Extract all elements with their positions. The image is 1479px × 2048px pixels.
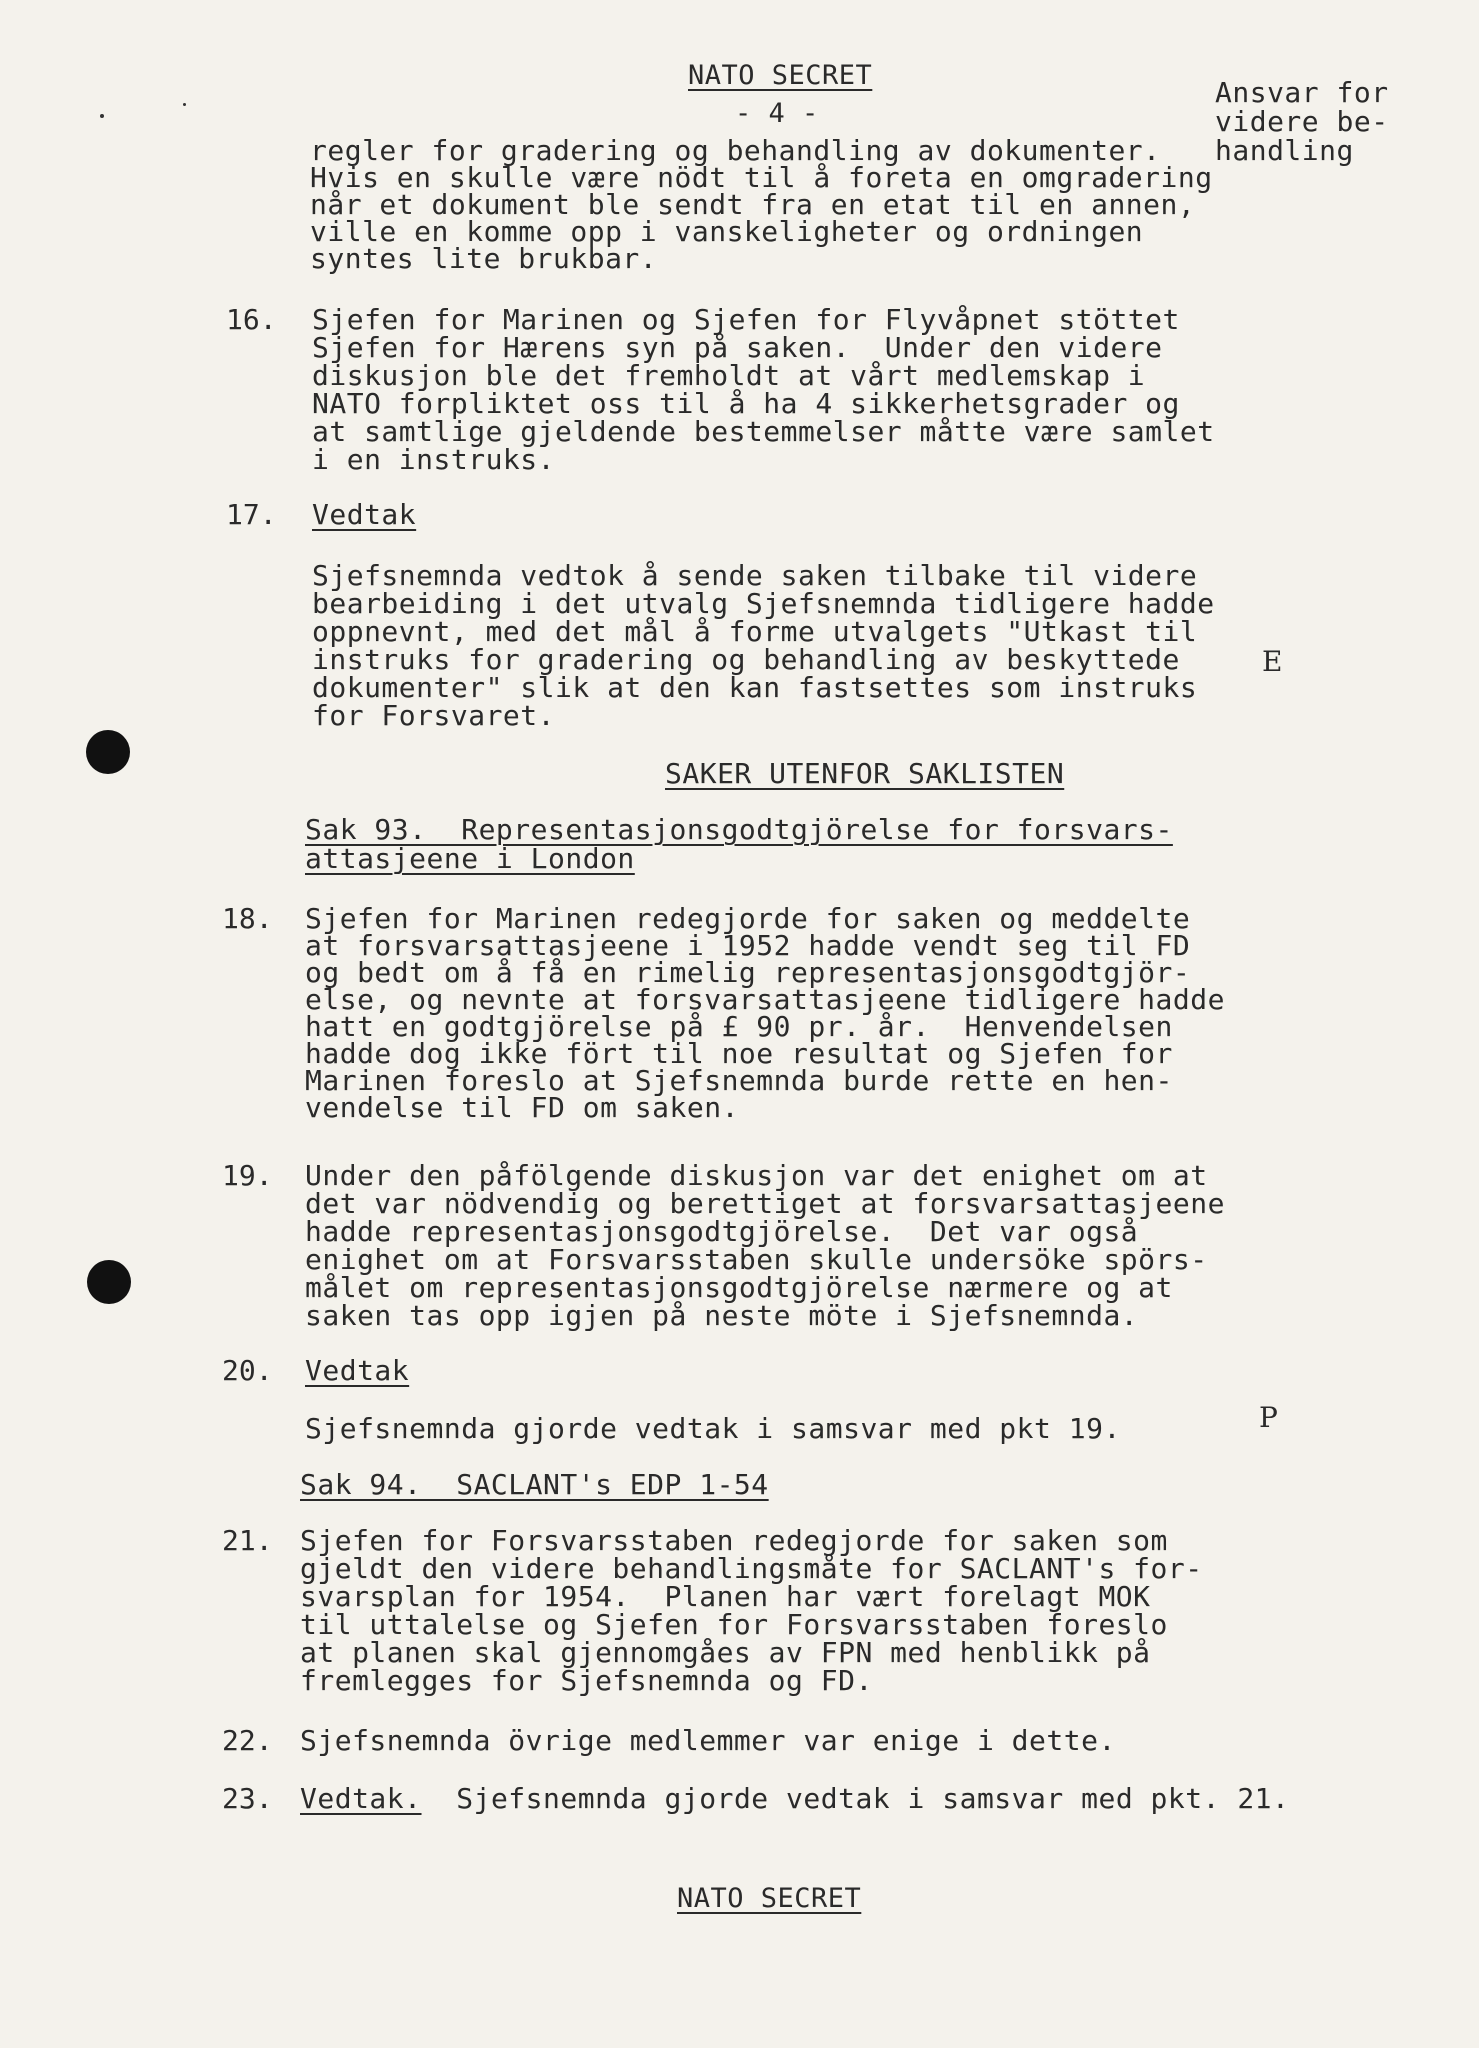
paragraph-number: 18. (222, 902, 273, 935)
text-line (300, 1782, 1290, 1815)
paragraph-number: 20. (222, 1354, 273, 1387)
text-line: svarsplan for 1954. Planen har vært forelagt MOK (300, 1580, 1151, 1613)
text-line: gjeldt den videre behandlingsmåte for SACLANT's for- (300, 1552, 1203, 1585)
margin-mark-p: P (1259, 1401, 1279, 1434)
text-line: at samtlige gjeldende bestemmelser måtte være samlet (312, 415, 1215, 448)
margin-mark-e: E (1262, 645, 1283, 678)
text-line: syntes lite brukbar. (310, 242, 658, 275)
margin-note-line-3: handling (1215, 134, 1354, 167)
text-line: at forsvarsattasjeene i 1952 hadde vendt seg til FD (305, 929, 1191, 962)
header-classification: NATO SECRET (688, 60, 873, 91)
heading-line: Sak 93. Representasjonsgodtgjörelse for forsvars- (305, 813, 1173, 846)
paragraph-number: 17. (226, 498, 277, 531)
text-line: at planen skal gjennomgåes av FPN med henblikk på (300, 1636, 1151, 1669)
text-line: hadde representasjonsgodtgjörelse. Det var også (305, 1215, 1139, 1248)
text-line: saken tas opp igjen på neste möte i Sjefsnemnda. (305, 1299, 1139, 1332)
paragraph-number: 19. (222, 1159, 273, 1192)
paragraph-number: 23. (222, 1782, 273, 1815)
stray-mark (100, 114, 104, 118)
text-line: dokumenter" slik at den kan fastsettes som instruks (312, 671, 1198, 704)
punch-hole-bottom (87, 1260, 131, 1304)
text-line: Sjefen for Marinen redegjorde for saken og meddelte (305, 902, 1191, 935)
margin-note-line-1: Ansvar for (1215, 76, 1389, 109)
text-line: det var nödvendig og berettiget at forsvarsattasjeene (305, 1187, 1225, 1220)
text-line: regler for gradering og behandling av dokumenter. (310, 134, 1161, 167)
text-line: NATO forpliktet oss til å ha 4 sikkerhetsgrader og (312, 387, 1180, 420)
text-line: målet om representasjonsgodtgjörelse nærmere og at (305, 1271, 1173, 1304)
vedtak-text: Sjefsnemnda gjorde vedtak i samsvar med pkt. 21. (421, 1782, 1290, 1815)
text-line: Sjefsnemnda övrige medlemmer var enige i dette. (300, 1724, 1116, 1757)
vedtak-heading: Vedtak (305, 1354, 410, 1387)
text-line: i en instruks. (312, 443, 556, 476)
text-line: når et dokument ble sendt fra en etat til en annen, (310, 188, 1196, 221)
text-line: Sjefen for Hærens syn på saken. Under den videre (312, 331, 1163, 364)
text-line: instruks for gradering og behandling av beskyttede (312, 643, 1180, 676)
text-line: Sjefen for Marinen og Sjefen for Flyvåpnet stöttet (312, 303, 1180, 336)
margin-note-line-2: videre be- (1215, 105, 1389, 138)
text-line: Sjefsnemnda vedtok å sende saken tilbake til videre (312, 559, 1198, 592)
text-line: Sjefen for Forsvarsstaben redegjorde for saken som (300, 1524, 1168, 1557)
text-line: vendelse til FD om saken. (305, 1091, 739, 1124)
text-line: enighet om at Forsvarsstaben skulle undersöke spörs- (305, 1243, 1208, 1276)
stray-mark (183, 103, 186, 106)
text-line: Hvis en skulle være nödt til å foreta en omgradering (310, 161, 1213, 194)
vedtak-heading: Vedtak. (300, 1782, 422, 1815)
text-line: til uttalelse og Sjefen for Forsvarsstaben foreslo (300, 1608, 1168, 1641)
text-line: else, og nevnte at forsvarsattasjeene tidligere hadde (305, 983, 1225, 1016)
text-line: og bedt om å få en rimelig representasjonsgodtgjör- (305, 956, 1191, 989)
text-line: Sjefsnemnda gjorde vedtak i samsvar med pkt 19. (305, 1412, 1121, 1445)
heading-line: attasjeene i London (305, 842, 635, 875)
footer-classification: NATO SECRET (677, 1883, 862, 1914)
paragraph-number: 16. (226, 303, 277, 336)
text-line: diskusjon ble det fremholdt at vårt medlemskap i (312, 359, 1146, 392)
page-number: - 4 - (735, 98, 819, 129)
text-line: ville en komme opp i vanskeligheter og ordningen (310, 215, 1144, 248)
text-line: oppnevnt, med det mål å forme utvalgets "Utkast til (312, 615, 1198, 648)
text-line: hatt en godtgjörelse på £ 90 pr. år. Henvendelsen (305, 1010, 1173, 1043)
vedtak-heading: Vedtak (312, 498, 417, 531)
text-line: hadde dog ikke fört til noe resultat og Sjefen for (305, 1037, 1173, 1070)
text-line: Marinen foreslo at Sjefsnemnda burde rette en hen- (305, 1064, 1173, 1097)
text-line: bearbeiding i det utvalg Sjefsnemnda tidligere hadde (312, 587, 1215, 620)
text-line: fremlegges for Sjefsnemnda og FD. (300, 1664, 873, 1697)
text-line: Under den påfölgende diskusjon var det enighet om at (305, 1159, 1208, 1192)
section-heading: SAKER UTENFOR SAKLISTEN (665, 757, 1065, 790)
paragraph-number: 22. (222, 1724, 273, 1757)
paragraph-number: 21. (222, 1524, 273, 1557)
text-line: for Forsvaret. (312, 699, 556, 732)
punch-hole-top (86, 730, 130, 774)
sak-94-heading: Sak 94. SACLANT's EDP 1-54 (300, 1468, 769, 1501)
